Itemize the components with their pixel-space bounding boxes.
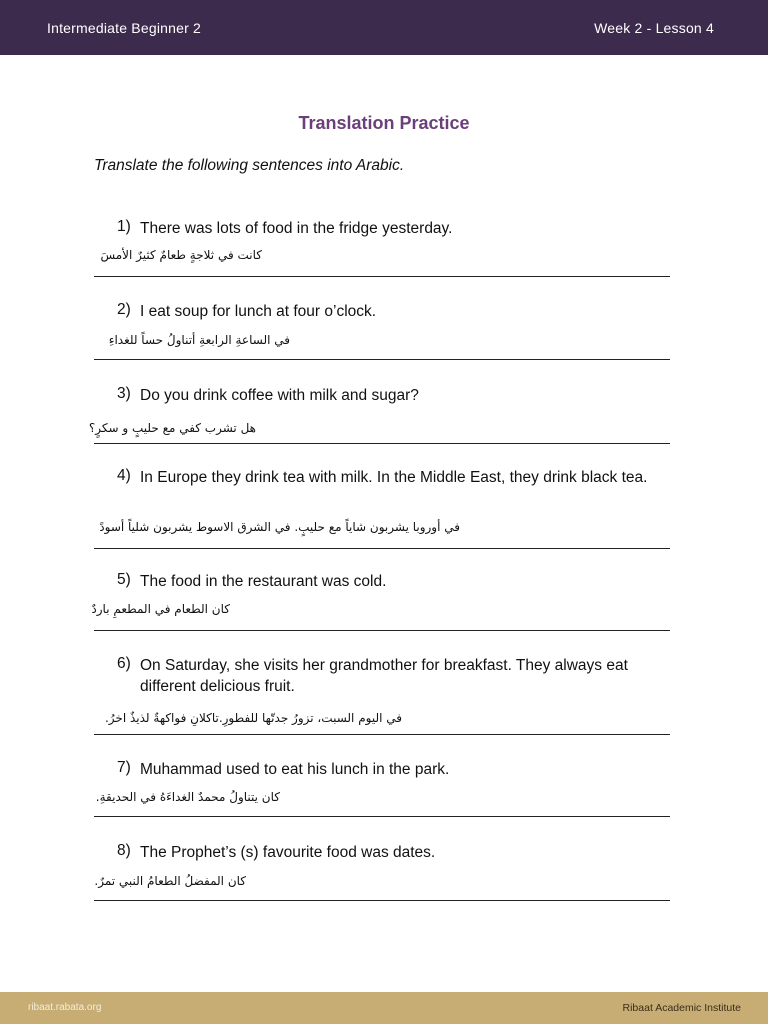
answer-line-6 <box>94 734 670 735</box>
answer-8: كان المفضلُ الطعامُ النبي تمرٌ. <box>94 874 246 888</box>
answer-6: في اليوم السبت، تزورُ جدتّها للفطورِ.تاكلانِ فواكهةٌ لذيذٌ اخرُ. <box>104 711 402 725</box>
question-text: On Saturday, she visits her grandmother for breakfast. They always eat different delicious fruit. <box>140 657 628 695</box>
question-number: 6) <box>117 655 131 672</box>
question-number: 7) <box>117 759 131 776</box>
course-name: Intermediate Beginner 2 <box>47 20 202 36</box>
answer-5: كان الطعام في المطعمِ باردٌ <box>91 602 230 616</box>
answer-4: في أوروبا يشربون شاياً مع حليبٍ. في الشرق الاسوط يشربون شلياً أسودً <box>99 520 460 534</box>
question-text: Muhammad used to eat his lunch in the park. <box>140 761 450 778</box>
answer-2: في الساعةِ الرابعةِ أتناولُ حساً للغداءِ <box>108 333 290 347</box>
question-number: 2) <box>117 301 131 318</box>
answer-line-8 <box>94 900 670 901</box>
question-text: There was lots of food in the fridge yesterday. <box>140 220 453 237</box>
question-text: I eat soup for lunch at four o’clock. <box>140 303 377 320</box>
question-number: 1) <box>117 218 131 235</box>
instruction-text: Translate the following sentences into Arabic. <box>94 157 405 174</box>
institute-name: Ribaat Academic Institute <box>622 1002 741 1014</box>
question-number: 5) <box>117 571 131 588</box>
question-number: 4) <box>117 467 131 484</box>
answer-line-2 <box>94 359 670 360</box>
question-text: The food in the restaurant was cold. <box>140 573 387 590</box>
answer-1: كانت في ثلاجةٍ طعامٌ كثيرٌ الأمسَ <box>100 248 262 262</box>
answer-line-5 <box>94 630 670 631</box>
question-number: 3) <box>117 385 131 402</box>
lesson-label: Week 2 - Lesson 4 <box>594 20 714 36</box>
answer-line-3 <box>94 443 670 444</box>
page-header <box>0 0 768 55</box>
answer-line-1 <box>94 276 670 277</box>
answer-line-7 <box>94 816 670 817</box>
answer-line-4 <box>94 548 670 549</box>
page-title: Translation Practice <box>298 113 470 133</box>
question-text: In Europe they drink tea with milk. In the Middle East, they drink black tea. <box>140 469 648 486</box>
question-text: The Prophet’s (s) favourite food was dates. <box>140 844 436 861</box>
page-footer <box>0 992 768 1024</box>
answer-7: كان يتناولُ محمدٌ الغداءَهُ في الحديقةِ. <box>95 790 280 804</box>
question-number: 8) <box>117 842 131 859</box>
website-label: ribaat.rabata.org <box>28 1002 102 1013</box>
answer-3: هل تشرب كفي مع حليبٍ و سكرٍ؟ <box>88 421 256 435</box>
question-text: Do you drink coffee with milk and sugar? <box>140 387 419 404</box>
